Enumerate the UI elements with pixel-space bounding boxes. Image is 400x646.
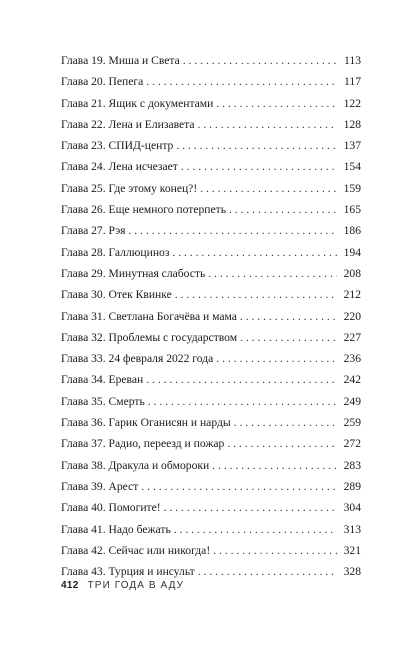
dot-leader — [212, 455, 337, 476]
toc-entry — [61, 306, 361, 327]
dot-leader — [198, 561, 337, 582]
toc-entry-title: Глава 43. Турция и инсульт — [61, 565, 195, 579]
toc-entry-title: Глава 41. Надо бежать — [61, 522, 171, 536]
dot-leader — [141, 476, 337, 497]
toc-entry-title: Глава 40. Помогите! — [61, 501, 161, 515]
toc-entry-page: 117 — [344, 75, 361, 89]
toc-entry — [61, 93, 361, 114]
dot-leader — [176, 135, 337, 156]
toc-entry — [61, 519, 361, 540]
toc-entry — [61, 220, 361, 241]
toc-entry — [61, 433, 361, 454]
dot-leader — [227, 433, 337, 454]
toc-entry — [61, 476, 361, 497]
toc-entry — [61, 455, 361, 476]
toc-entry-page: 259 — [343, 416, 361, 430]
dot-leader — [240, 327, 337, 348]
dot-leader — [183, 50, 337, 71]
toc-entry-page: 186 — [343, 224, 361, 238]
dot-leader — [148, 391, 337, 412]
dot-leader — [174, 519, 337, 540]
toc-entry-title: Глава 33. 24 февраля 2022 года — [61, 352, 214, 366]
dot-leader — [234, 412, 337, 433]
toc-entry — [61, 114, 361, 135]
toc-entry-page: 220 — [343, 309, 361, 323]
toc-entry-title: Глава 28. Галлюциноз — [61, 245, 170, 259]
toc-entry-page: 227 — [343, 330, 361, 344]
toc-entry — [61, 497, 361, 518]
toc-entry-page: 137 — [343, 139, 361, 153]
dot-leader — [146, 369, 337, 390]
toc-entry-page: 236 — [343, 352, 361, 366]
toc-entry — [61, 540, 361, 561]
toc-entry — [61, 412, 361, 433]
page-footer — [61, 580, 184, 591]
toc-entry — [61, 263, 361, 284]
toc-entry-page: 208 — [343, 266, 361, 280]
dot-leader — [200, 178, 337, 199]
table-of-contents — [61, 50, 361, 582]
toc-entry-title: Глава 22. Лена и Елизавета — [61, 117, 195, 131]
toc-entry-title: Глава 30. Отек Квинке — [61, 288, 172, 302]
dot-leader — [216, 348, 337, 369]
toc-entry-page: 321 — [343, 543, 361, 557]
toc-entry-title: Глава 21. Ящик с документами — [61, 96, 214, 110]
footer-book-title: ТРИ ГОДА В АДУ — [87, 580, 185, 591]
toc-entry-page: 212 — [343, 288, 361, 302]
dot-leader — [175, 284, 337, 305]
dot-leader — [164, 497, 337, 518]
dot-leader — [229, 199, 337, 220]
toc-entry-page: 194 — [343, 245, 361, 259]
toc-entry-page: 128 — [343, 117, 361, 131]
toc-entry — [61, 178, 361, 199]
toc-entry — [61, 327, 361, 348]
toc-entry — [61, 391, 361, 412]
toc-entry-title: Глава 35. Смерть — [61, 394, 145, 408]
toc-entry-title: Глава 19. Миша и Света — [61, 54, 180, 67]
toc-entry-title: Глава 42. Сейчас или никогда! — [61, 543, 211, 557]
toc-entry-page: 242 — [343, 373, 361, 387]
toc-entry — [61, 242, 361, 263]
dot-leader — [198, 114, 337, 135]
toc-entry-title: Глава 24. Лена исчезает — [61, 160, 178, 174]
dot-leader — [216, 93, 337, 114]
toc-entry-title: Глава 20. Пепега — [61, 75, 144, 89]
footer-page-number: 412 — [61, 580, 79, 591]
toc-entry — [61, 199, 361, 220]
toc-entry-page: 113 — [344, 54, 361, 67]
toc-entry — [61, 156, 361, 177]
toc-entry-page: 313 — [343, 522, 361, 536]
toc-entry — [61, 284, 361, 305]
toc-entry-page: 249 — [343, 394, 361, 408]
toc-entry-title: Глава 27. Рэя — [61, 224, 126, 238]
dot-leader — [208, 263, 337, 284]
dot-leader — [128, 220, 337, 241]
toc-entry-title: Глава 34. Ереван — [61, 373, 144, 387]
toc-entry-page: 272 — [343, 437, 361, 451]
toc-entry-title: Глава 26. Еще немного потерпеть — [61, 203, 226, 217]
toc-entry-page: 159 — [343, 181, 361, 195]
toc-entry-page: 154 — [343, 160, 361, 174]
toc-entry-page: 304 — [343, 501, 361, 515]
toc-entry-page: 165 — [343, 203, 361, 217]
toc-entry-page: 283 — [343, 458, 361, 472]
toc-entry-title: Глава 32. Проблемы с государством — [61, 330, 238, 344]
toc-entry — [61, 71, 361, 92]
toc-entry-title: Глава 31. Светлана Богачёва и мама — [61, 309, 237, 323]
toc-entry — [61, 135, 361, 156]
dot-leader — [146, 71, 337, 92]
toc-entry-page: 122 — [343, 96, 361, 110]
toc-entry-title: Глава 38. Дракула и обмороки — [61, 458, 210, 472]
toc-entry — [61, 348, 361, 369]
toc-entry-title: Глава 23. СПИД-центр — [61, 139, 174, 153]
dot-leader — [213, 540, 337, 561]
toc-entry-title: Глава 39. Арест — [61, 479, 139, 493]
toc-entry — [61, 369, 361, 390]
dot-leader — [181, 156, 337, 177]
toc-entry-title: Глава 25. Где этому конец?! — [61, 181, 198, 195]
toc-entry-page: 328 — [343, 565, 361, 579]
toc-entry-title: Глава 29. Минутная слабость — [61, 266, 206, 280]
dot-leader — [172, 242, 337, 263]
dot-leader — [240, 306, 337, 327]
toc-entry-title: Глава 37. Радио, переезд и пожар — [61, 437, 225, 451]
toc-entry-page: 289 — [343, 479, 361, 493]
toc-entry-title: Глава 36. Гарик Оганисян и нарды — [61, 416, 231, 430]
toc-entry — [61, 50, 361, 71]
